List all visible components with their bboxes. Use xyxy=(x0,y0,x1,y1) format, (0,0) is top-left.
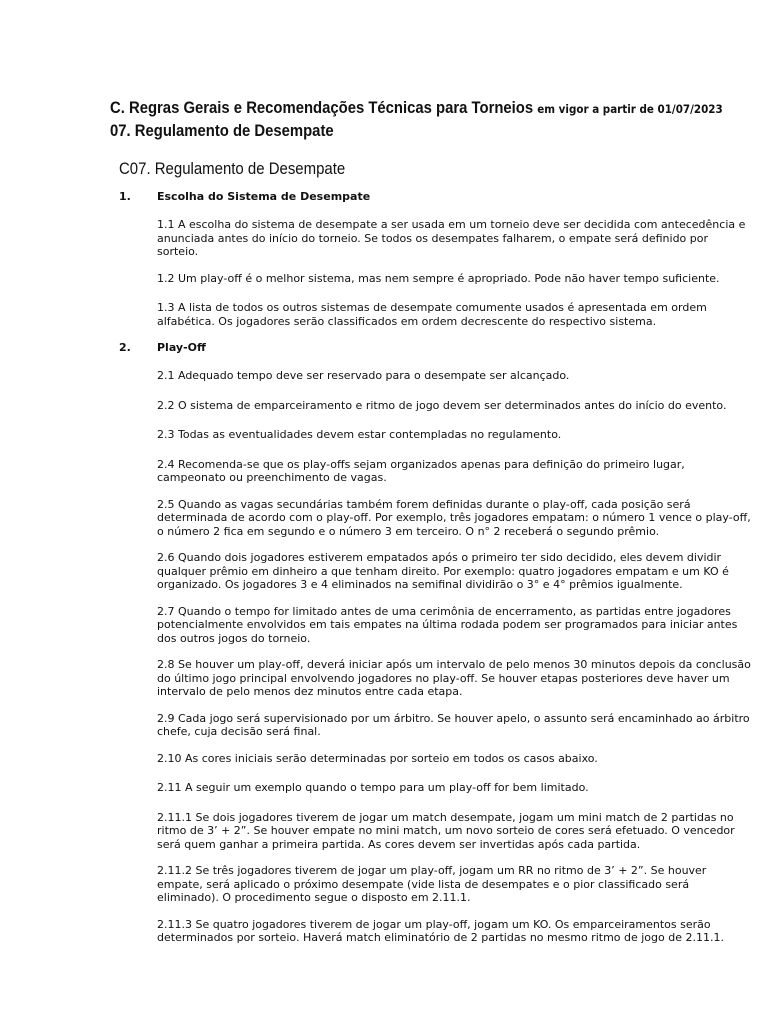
paragraph-2-5: 2.5 Quando as vagas secundárias também forem definidas durante o play-off, cada posição será determinada de acordo com o play-off. Por exemplo, três jogadores empatam: o número 1 vence o play-off, o número 2 fica em segundo e o número 3 em terceiro. O n° 2 receberá o segundo prêmio. xyxy=(157,497,751,538)
section-title: Play-Off xyxy=(157,341,206,354)
paragraph-1-1: 1.1 A escolha do sistema de desempate a ser usada em um torneio deve ser decidida com antecedência e anunciada antes do início do torneio. Se todos os desempates falharem, o empate será definido por sorteio. xyxy=(157,218,746,258)
paragraph-2-11: 2.11 A seguir um exemplo quando o tempo para um play-off for bem limitado. xyxy=(157,781,589,794)
header-title: C. Regras Gerais e Recomendações Técnicas para Torneios xyxy=(110,99,534,117)
header-line-1 xyxy=(110,97,723,120)
section-number: 1. xyxy=(119,190,131,203)
section-title: Escolha do Sistema de Desempate xyxy=(157,190,371,203)
paragraph-2-6: 2.6 Quando dois jogadores estiverem empatados após o primeiro ter sido decidido, eles devem dividir qualquer prêmio em dinheiro a que tenham direito. Por exemplo: quatro jogadores empatam e um KO é organizado. Os jogadores 3 e 4 eliminados na semifinal dividirão o 3° e 4° prêmios igualmente. xyxy=(157,551,729,591)
section-heading xyxy=(119,341,759,355)
paragraph-2-7: 2.7 Quando o tempo for limitado antes de uma cerimônia de encerramento, as partidas entre jogadores potencialmente envolvidos em tais empates na última rodada podem ser programados para iniciar antes dos outros jogos do torneio. xyxy=(157,604,738,645)
paragraph-2-11-3: 2.11.3 Se quatro jogadores tiverem de jogar um play-off, jogam um KO. Os emparceiramentos serão determinados por sorteio. Haverá match eliminatório de 2 partidas no mesmo ritmo de jogo de 2.11.1. xyxy=(157,917,724,944)
paragraph-1-2: 1.2 Um play-off é o melhor sistema, mas nem sempre é apropriado. Pode não haver tempo suficiente. xyxy=(157,271,720,285)
paragraph-2-4: 2.4 Recomenda-se que os play-offs sejam organizados apenas para definição do primeiro lugar, campeonato ou preenchimento de vagas. xyxy=(157,457,685,484)
paragraph-2-11-1: 2.11.1 Se dois jogadores tiverem de jogar um match desempate, jogam um mini match de 2 partidas no ritmo de 3’ + 2”. Se houver empate no mini match, um novo sorteio de cores será efetuado. O vencedor será quem ganhar a primeira partida. As cores devem ser invertidas após cada partida. xyxy=(157,810,735,851)
paragraph-1-3: 1.3 A lista de todos os outros sistemas de desempate comumente usados é apresentada em ordem alfabética. Os jogadores serão classificados em ordem decrescente do respectivo sistema. xyxy=(157,301,707,328)
section-2 xyxy=(119,341,759,945)
paragraph-2-11-2: 2.11.2 Se três jogadores tiverem de jogar um play-off, jogam um RR no ritmo de 3’ + 2”. Se houver empate, será aplicado o próximo desempate (vide lista de desempates e o pior classificado será eliminado). O procedimento segue o disposto em 2.11.1. xyxy=(157,864,707,904)
section-number: 2. xyxy=(119,341,131,354)
paragraph-2-2: 2.2 O sistema de emparceiramento e ritmo de jogo devem ser determinados antes do início do evento. xyxy=(157,398,727,412)
section-1 xyxy=(119,190,759,328)
paragraph-2-10: 2.10 As cores iniciais serão determinadas por sorteio em todos os casos abaixo. xyxy=(157,751,598,765)
section-heading xyxy=(119,190,759,204)
document-body xyxy=(119,190,759,958)
paragraph-2-1: 2.1 Adequado tempo deve ser reservado para o desempate ser alcançado. xyxy=(157,369,570,382)
header-line-2: 07. Regulamento de Desempate xyxy=(110,122,334,140)
paragraph-2-3: 2.3 Todas as eventualidades devem estar contempladas no regulamento. xyxy=(157,428,562,441)
document-header xyxy=(110,97,750,142)
page-title: C07. Regulamento de Desempate xyxy=(119,159,346,178)
effective-date: em vigor a partir de 01/07/2023 xyxy=(537,102,723,116)
paragraph-2-9: 2.9 Cada jogo será supervisionado por um árbitro. Se houver apelo, o assunto será encaminhado ao árbitro chefe, cuja decisão será final. xyxy=(157,711,750,738)
paragraph-2-8: 2.8 Se houver um play-off, deverá iniciar após um intervalo de pelo menos 30 minutos depois da conclusão do último jogo principal envolvendo jogadores no play-off. Se houver etapas posteriores deve haver um intervalo de pelo menos dez minutos entre cada etapa. xyxy=(157,658,751,698)
